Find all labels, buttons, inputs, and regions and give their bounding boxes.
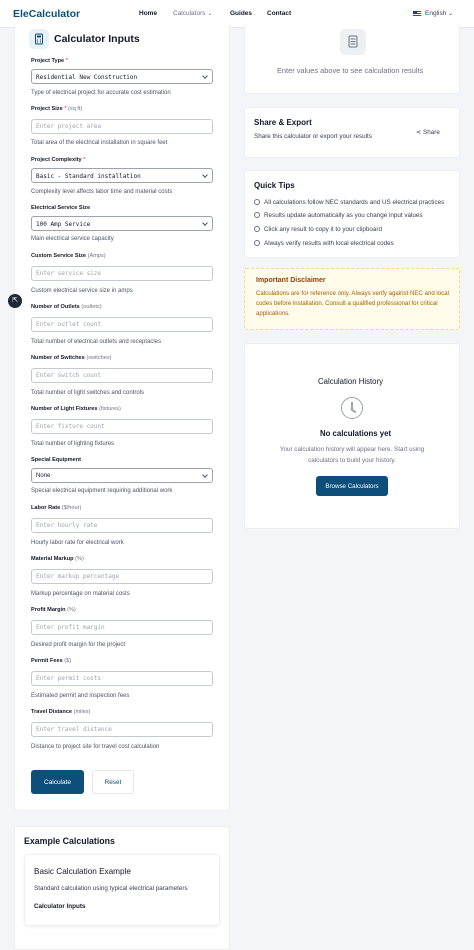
profit-help: Desired profit margin for the project	[31, 642, 126, 648]
complexity-label: Project Complexity *	[31, 157, 86, 163]
service-size-label: Electrical Service Size	[31, 205, 91, 211]
labor-rate-help: Hourly labor rate for electrical work	[31, 540, 124, 546]
share-subtitle: Share this calculator or export your results	[254, 133, 372, 140]
project-type-help: Type of electrical project for accurate cost estimation	[31, 90, 171, 96]
permit-unit: ($)	[64, 658, 72, 664]
chevron-down-icon: ⌄	[207, 11, 213, 17]
special-equipment-help: Special electrical equipment requiring additional work	[31, 488, 173, 494]
history-title: Calculation History	[318, 377, 383, 386]
browse-calculators-button[interactable]: Browse Calculators	[316, 476, 388, 496]
fixtures-input[interactable]	[31, 419, 213, 434]
markup-label-text: Material Markup	[31, 556, 74, 562]
share-title: Share & Export	[254, 118, 312, 127]
calculator-icon	[29, 29, 49, 49]
travel-help: Distance to project site for travel cost calculation	[31, 744, 160, 750]
permit-label	[31, 658, 71, 664]
profit-input[interactable]	[31, 620, 213, 635]
check-circle-icon	[254, 240, 260, 246]
clock-icon	[341, 397, 363, 419]
us-flag-icon	[413, 11, 421, 16]
chevron-down-icon	[202, 172, 208, 178]
check-circle-icon	[254, 226, 260, 232]
project-type-label-text: Project Type	[31, 58, 65, 64]
special-equipment-label: Special Equipment	[31, 457, 82, 463]
project-size-help: Total area of the electrical installation in square feet	[31, 140, 168, 146]
profit-label-text: Profit Margin	[31, 607, 66, 613]
disclaimer-title: Important Disclaimer	[256, 277, 326, 284]
nav-contact[interactable]: Contact	[267, 10, 292, 17]
project-size-label: Project Size * (sq ft)	[31, 106, 83, 112]
special-equipment-value: None	[36, 473, 51, 479]
examples-title: Example Calculations	[24, 836, 115, 846]
custom-service-input[interactable]	[31, 266, 213, 281]
project-type-label: Project Type *	[31, 58, 68, 64]
custom-service-unit: (Amps)	[87, 253, 106, 259]
fixtures-label-text: Number of Light Fixtures	[31, 406, 98, 412]
switches-help: Total number of light switches and controls	[31, 390, 145, 396]
travel-input[interactable]	[31, 722, 213, 737]
check-circle-icon	[254, 212, 260, 218]
example-card-text: Standard calculation using typical electrical parameters	[34, 885, 188, 892]
chevron-down-icon	[202, 220, 208, 226]
history-empty-text: Your calculation history will appear here. Start using calculators to build your history.	[279, 446, 425, 464]
labor-rate-label-text: Labor Rate	[31, 505, 61, 511]
switches-label	[31, 355, 112, 361]
nav-calculators[interactable]	[173, 10, 212, 17]
example-card-title: Basic Calculation Example	[34, 867, 131, 876]
permit-input[interactable]	[31, 671, 213, 686]
labor-rate-label	[31, 505, 81, 511]
complexity-select[interactable]	[31, 168, 213, 183]
complexity-help: Complexity level affects labor time and material costs	[31, 189, 173, 195]
complexity-label-text: Project Complexity	[31, 157, 82, 163]
custom-service-help: Custom electrical service size in amps	[31, 288, 133, 294]
markup-input[interactable]	[31, 569, 213, 584]
reset-button[interactable]: Reset	[92, 770, 134, 794]
disclaimer-text: Calculations are for reference only. Always verify against NEC and local codes before installation. Consult a qualified professional for critical applications.	[256, 290, 449, 317]
travel-label	[31, 709, 90, 715]
markup-unit: (%)	[75, 556, 84, 562]
profit-unit: (%)	[67, 607, 76, 613]
project-size-input[interactable]	[31, 119, 213, 134]
chevron-down-icon	[202, 472, 208, 478]
fixtures-help: Total number of lighting fixtures	[31, 441, 115, 447]
labor-rate-unit: ($/hour)	[61, 505, 82, 511]
share-icon: ⋖	[416, 129, 422, 136]
permit-label-text: Permit Fees	[31, 658, 63, 664]
markup-help: Markup percentage on material costs	[31, 591, 130, 597]
project-type-value: Residential New Construction	[36, 74, 138, 81]
language-selector[interactable]	[413, 10, 453, 17]
outlets-help: Total number of electrical outlets and receptacles	[31, 339, 162, 345]
fixtures-label	[31, 406, 121, 412]
fixtures-unit: (fixtures)	[99, 406, 121, 412]
complexity-value: Basic - Standard installation	[36, 173, 141, 180]
share-button-label: Share	[423, 129, 440, 136]
travel-label-text: Travel Distance	[31, 709, 73, 715]
nav-guides[interactable]: Guides	[230, 10, 253, 17]
labor-rate-input[interactable]	[31, 518, 213, 533]
profit-label	[31, 607, 76, 613]
outlets-label-text: Number of Outlets	[31, 304, 80, 310]
language-label: English	[425, 10, 447, 17]
switches-unit: (switches)	[86, 355, 112, 361]
scroll-top-icon[interactable]: ⇱	[8, 294, 22, 308]
custom-service-label	[31, 253, 106, 259]
service-size-value: 100 Amp Service	[36, 221, 91, 228]
switches-input[interactable]	[31, 368, 213, 383]
markup-label	[31, 556, 84, 562]
site-logo[interactable]: EleCalculator	[13, 8, 81, 20]
project-size-unit: (sq ft)	[68, 106, 83, 112]
switches-label-text: Number of Switches	[31, 355, 85, 361]
tip-item: All calculations follow NEC standards and US electrical practices	[264, 199, 445, 206]
permit-help: Estimated permit and inspection fees	[31, 693, 130, 699]
share-button[interactable]	[416, 129, 440, 136]
special-equipment-select[interactable]	[31, 468, 213, 483]
service-size-select[interactable]	[31, 216, 213, 231]
nav-home[interactable]: Home	[139, 10, 158, 17]
tip-item: Always verify results with local electrical codes	[264, 240, 394, 247]
example-card-section: Calculator Inputs	[34, 903, 86, 910]
outlets-label	[31, 304, 102, 310]
project-size-label-text: Project Size	[31, 106, 63, 112]
project-type-select[interactable]	[31, 69, 213, 84]
check-circle-icon	[254, 199, 260, 205]
chevron-down-icon	[202, 73, 208, 79]
tip-item: Click any result to copy it to your clipboard	[264, 226, 382, 233]
form-title: Calculator Inputs	[54, 33, 140, 45]
outlets-unit: (outlets)	[81, 304, 102, 310]
nav-calculators-label: Calculators	[173, 10, 206, 17]
calculate-button[interactable]: Calculate	[31, 770, 84, 794]
travel-unit: (miles)	[73, 709, 91, 715]
results-placeholder: Enter values above to see calculation results	[277, 66, 424, 75]
custom-service-label-text: Custom Service Size	[31, 253, 87, 259]
document-icon	[340, 29, 366, 55]
tips-title: Quick Tips	[254, 181, 295, 190]
history-empty-title: No calculations yet	[320, 429, 392, 438]
chevron-down-icon: ⌄	[448, 11, 454, 17]
tip-item: Results update automatically as you change input values	[264, 212, 423, 219]
service-size-help: Main electrical service capacity	[31, 236, 114, 242]
outlets-input[interactable]	[31, 317, 213, 332]
